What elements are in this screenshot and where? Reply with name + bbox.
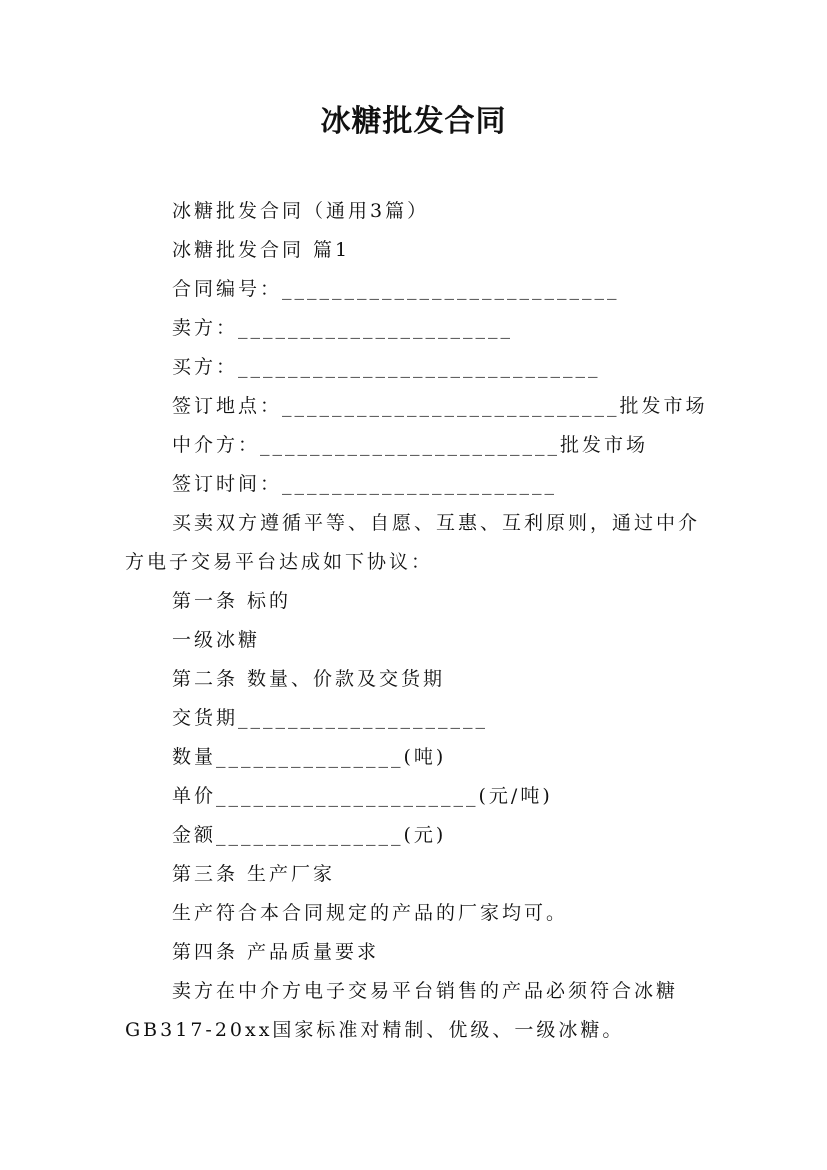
article-2-heading: 第二条 数量、价款及交货期 bbox=[172, 668, 446, 690]
field-signing-time: 签订时间：______________________ bbox=[172, 473, 558, 495]
article-4-body-line-2: GB317-20xx国家标准对精制、优级、一级冰糖。 bbox=[125, 1019, 625, 1041]
section-heading: 冰糖批发合同 篇1 bbox=[172, 239, 351, 261]
field-amount: 金额_______________(元) bbox=[172, 824, 447, 846]
paragraph-intro-line-1: 买卖双方遵循平等、自愿、互惠、互利原则，通过中介 bbox=[172, 512, 701, 534]
article-4-body-line-1: 卖方在中介方电子交易平台销售的产品必须符合冰糖 bbox=[172, 980, 679, 1002]
field-buyer: 买方：_____________________________ bbox=[172, 356, 601, 378]
document-title: 冰糖批发合同 bbox=[320, 104, 507, 139]
field-unit-price: 单价_____________________(元/吨) bbox=[172, 785, 553, 807]
article-4-heading: 第四条 产品质量要求 bbox=[172, 941, 380, 963]
article-3-body: 生产符合本合同规定的产品的厂家均可。 bbox=[172, 902, 569, 924]
field-seller: 卖方：______________________ bbox=[172, 317, 514, 339]
article-1-body: 一级冰糖 bbox=[172, 629, 261, 651]
field-signing-place: 签订地点：___________________________批发市场 bbox=[172, 395, 708, 417]
article-3-heading: 第三条 生产厂家 bbox=[172, 863, 336, 885]
field-quantity: 数量_______________(吨) bbox=[172, 746, 447, 768]
article-1-heading: 第一条 标的 bbox=[172, 590, 292, 612]
paragraph-intro-line-2: 方电子交易平台达成如下协议： bbox=[125, 551, 434, 573]
field-contract-number: 合同编号：___________________________ bbox=[172, 278, 620, 300]
field-delivery-period: 交货期____________________ bbox=[172, 707, 489, 729]
field-intermediary: 中介方：________________________批发市场 bbox=[172, 434, 649, 456]
subtitle: 冰糖批发合同（通用3篇） bbox=[172, 200, 430, 222]
